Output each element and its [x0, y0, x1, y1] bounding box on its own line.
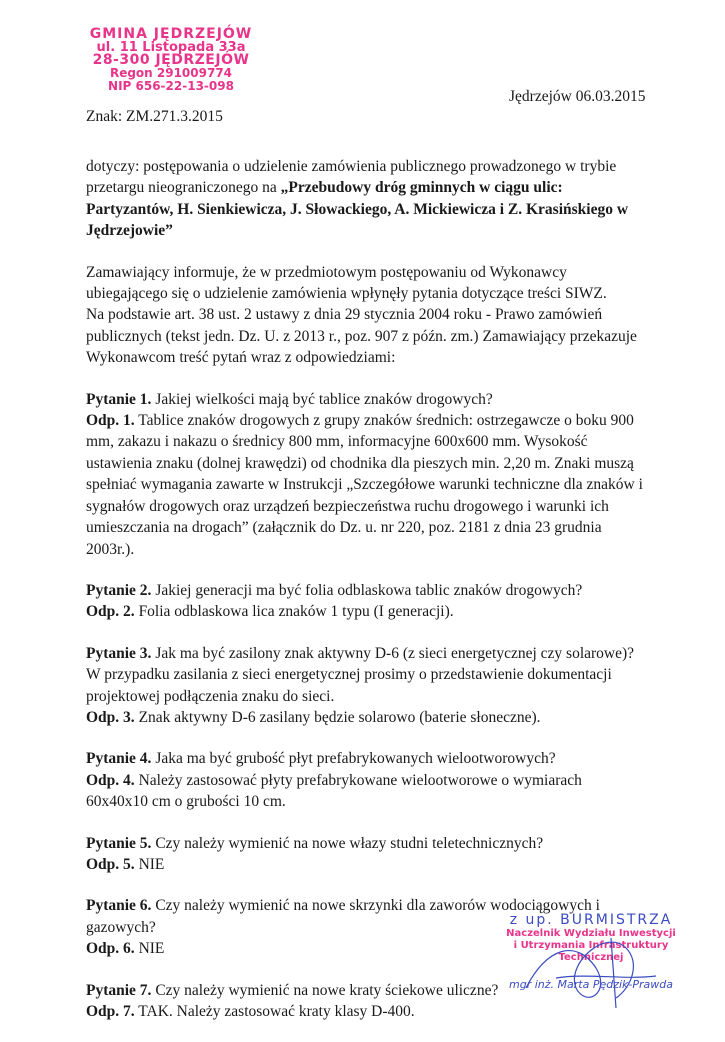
- question-label: Pytanie 5.: [86, 834, 152, 852]
- answer-text: TAK. Należy zastosować kraty klasy D-400.: [134, 1003, 415, 1020]
- office-stamp: [86, 28, 256, 93]
- qa-item-5: [86, 833, 646, 876]
- signature-line-4: mgr inż. Marta Pędzik-Prawda: [509, 978, 673, 991]
- answer-text: Należy zastosować płyty prefabrykowane wielootworowe o wymiarach 60x40x10 cm o grubości 10 cm.: [86, 771, 582, 811]
- qa-item-2: [86, 580, 646, 623]
- signature-block: [496, 912, 686, 1012]
- question-label: Pytanie 7.: [86, 981, 152, 999]
- answer-text: NIE: [134, 855, 165, 873]
- answer-label: Odp. 1.: [86, 412, 135, 430]
- stamp-line-1: GMINA JĘDRZEJÓW: [89, 26, 253, 42]
- answer-label: Odp. 3.: [86, 708, 135, 726]
- answer-text: Tablice znaków drogowych z grupy znaków średnich: ostrzegawcze o boku 900 mm, zakazu i nakazu o średnicy 800 mm, informacyjne 600x600 mm. Wysokość ustawienia znaku (dolnej krawędzi) od chodnika dla pieszych min. 2,20 m. Znaki muszą spełniać wymagania zawarte w Instrukcji „Szczegółowe warunki techniczne dla znaków i sygnałów drogowych oraz urządzeń bezpieczeństwa ruchu drogowego i warunki ich umieszczania na drogach” (załącznik do Dz. u. nr 220, poz. 2181 z dnia 23 grudnia 2003r.).: [86, 412, 643, 558]
- answer-text: Znak aktywny D-6 zasilany będzie solarowo (baterie słoneczne).: [134, 708, 541, 726]
- stamp-line-2: ul. 11 Listopada 33a: [96, 40, 246, 55]
- stamp-line-4: Regon 291009774: [109, 66, 233, 80]
- question-text: Czy należy wymienić na nowe skrzynki dla zaworów wodociągowych i gazowych?: [86, 897, 600, 936]
- signature-line-2: Naczelnik Wydziału Inwestycji: [506, 928, 676, 939]
- question-label: Pytanie 1.: [86, 390, 152, 408]
- stamp-line-5: NIP 656-22-13-098: [108, 79, 234, 93]
- question-text: Jak ma być zasilony znak aktywny D-6 (z sieci energetycznej czy solarowe)? W przypadku zasilania z sieci energetycznej prosimy o przedstawienie dokumentacji projektowej podłączenia znaku do sieci.: [86, 644, 635, 705]
- answer-label: Odp. 7.: [86, 1003, 135, 1020]
- qa-item-1: [86, 389, 646, 560]
- question-label: Pytanie 6.: [86, 897, 152, 915]
- subject-prefix: dotyczy: postępowania o udzielenie zamówienia publicznego prowadzonego w trybie przetargu nieograniczonego na: [86, 158, 617, 197]
- answer-label: Odp. 4.: [86, 771, 135, 789]
- question-text: Jakiej wielkości mają być tablice znaków drogowych?: [151, 390, 493, 408]
- qa-item-4: [86, 748, 646, 812]
- question-text: Czy należy wymienić na nowe kraty ściekowe uliczne?: [151, 981, 499, 999]
- stamp-line-3: 28-300 JĘDRZEJÓW: [92, 52, 250, 68]
- signature-line-1: z up. BURMISTRZA: [509, 912, 673, 928]
- question-label: Pytanie 2.: [86, 581, 152, 599]
- signature-line-3: i Utrzymania Infrastruktury Technicznej: [513, 940, 669, 963]
- question-text: Czy należy wymienić na nowe włazy studni teletechnicznych?: [151, 834, 544, 852]
- intro-paragraph: [86, 262, 646, 369]
- handwritten-signature: [516, 918, 666, 1010]
- document-date: Jędrzejów 06.03.2015: [509, 88, 646, 105]
- question-label: Pytanie 4.: [86, 750, 152, 768]
- subject-title: „Przebudowy dróg gminnych w ciągu ulic: Partyzantów, H. Sienkiewicza, J. Słowackiego, A. Mickiewicza i Z. Krasińskiego w Jędrzejowie”: [86, 179, 629, 240]
- subject-paragraph: [86, 156, 646, 242]
- document-reference: Znak: ZM.271.3.2015: [86, 108, 223, 125]
- qa-item-3: [86, 643, 646, 729]
- intro-line-2: Na podstawie art. 38 ust. 2 ustawy z dnia 29 stycznia 2004 roku - Prawo zamówień publicznych (tekst jedn. Dz. U. z 2013 r., poz. 907 z późn. zm.) Zamawiający przekazuje Wykonawcom treść pytań wraz z odpowiedziami:: [86, 306, 637, 367]
- answer-text: NIE: [134, 940, 165, 958]
- question-text: Jaka ma być grubość płyt prefabrykowanych wielootworowych?: [151, 750, 556, 768]
- answer-label: Odp. 5.: [86, 855, 135, 873]
- question-text: Jakiej generacji ma być folia odblaskowa tablic znaków drogowych?: [151, 581, 583, 599]
- intro-line-1: Zamawiający informuje, że w przedmiotowym postępowaniu od Wykonawcy ubiegającego się o udzielenie zamówienia wpłynęły pytania dotyczące treści SIWZ.: [86, 263, 607, 303]
- answer-label: Odp. 2.: [86, 603, 135, 621]
- answer-text: Folia odblaskowa lica znaków 1 typu (I generacji).: [134, 603, 454, 621]
- answer-label: Odp. 6.: [86, 940, 135, 958]
- question-label: Pytanie 3.: [86, 644, 152, 662]
- document-body: [86, 156, 646, 1042]
